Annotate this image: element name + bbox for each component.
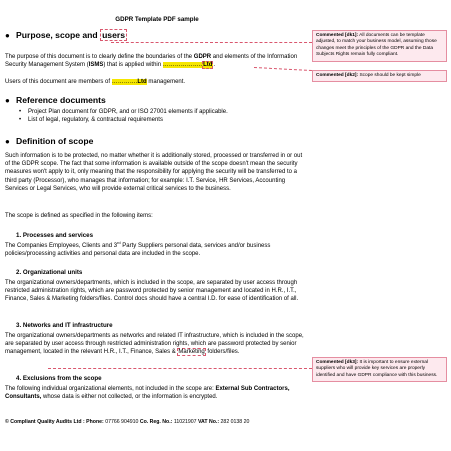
reference-list bbox=[19, 108, 228, 124]
company-suffix: Ltd bbox=[203, 62, 213, 69]
heading-purpose bbox=[5, 30, 127, 40]
bullet-icon: ● bbox=[5, 137, 10, 146]
bullet-icon: ● bbox=[5, 96, 10, 105]
item-1-heading: 1. Processes and services bbox=[16, 232, 94, 239]
comment-dk3[interactable] bbox=[312, 357, 447, 382]
item-4-text: The following individual organizational elements, not included in the scope are: External Sub Contractors, Consultants, whose data is either not collected, or the information is encrypted. bbox=[5, 386, 290, 401]
item-2-text: The organizational owners/departments, which is included in the scope, are separated by user access through restricted administration rights, which are password protected by senior management and located in H.R., I.T., Finance, Sales & Marketing folders/files. Control docs should have a central I.D. for ease of identification of all. bbox=[5, 280, 299, 303]
bullet-icon: ● bbox=[5, 31, 10, 40]
item-4-heading: 4. Exclusions from the scope bbox=[16, 375, 102, 382]
comment-dk2[interactable] bbox=[312, 70, 447, 82]
comment-1-connector bbox=[111, 42, 312, 43]
placeholder-company-2[interactable]: …………. bbox=[111, 79, 138, 85]
placeholder-company[interactable]: ……………….. bbox=[162, 62, 203, 69]
page-footer: © Compliant Quality Audits Ltd : Phone: 07766 904910 Co. Reg. No.: 11021907 VAT No.: 282 0138 20 bbox=[5, 419, 250, 425]
commented-text-marketing[interactable]: Marketing bbox=[178, 349, 205, 356]
item-2-heading: 2. Organizational units bbox=[16, 269, 83, 276]
heading-definition: ● Definition of scope bbox=[5, 136, 94, 146]
list-item: • List of legal, regulatory, & contractual requirements bbox=[19, 116, 228, 124]
comment-text: All documents can be template adjusted, to match your business model, assuming those changes meet the principles of the GDPR and the Data Subjects Rights remain fully compliant. bbox=[316, 33, 437, 58]
item-1-text: The Companies Employees, Clients and 3rd Party Suppliers personal data, services and/or business policies/processing activities and personal data are included in the scope. bbox=[5, 240, 271, 258]
commented-text-users[interactable]: users bbox=[102, 30, 125, 40]
comment-text: It is important to ensure external suppliers who will provide key services are properly identified and have GDPR compliance with this business. bbox=[316, 360, 438, 378]
definition-paragraph: Such information is to be protected, no matter whether it is additionally stored, processed or transferred in or out of the GDPR scope. The fact that some information is available outside of the scope doesn't mean the security measures won't apply to it, only meaning that the responsibility for applying the security will be transferred to a third party (Processor), who manages that information; for example: I.T. Service, HR Services, Accounting Services or Legal Services, who will provide external critical services to the business. bbox=[5, 153, 303, 192]
comment-tag: Commented [dk3]: bbox=[316, 360, 359, 365]
item-3-text: The organizational owners/departments as networks and related IT infrastructure, which is included in the scope, are separated by user access through restricted administration rights, which are password protected by senior management, located in the relevant H.R., I.T., Finance, Sales & Marketing folders/files. bbox=[5, 333, 304, 356]
comment-text: Scope should be kept simple bbox=[358, 73, 421, 78]
list-item: • Project Plan document for GDPR, and or ISO 27001 elements if applicable. bbox=[19, 108, 228, 116]
document-title: GDPR Template PDF sample bbox=[115, 16, 199, 23]
comment-tag: Commented [dk1]: bbox=[316, 33, 359, 38]
comment-3-connector bbox=[48, 368, 312, 369]
comment-dk1[interactable] bbox=[312, 30, 447, 62]
users-paragraph: Users of this document are members of ………….Ltd management. bbox=[5, 79, 186, 85]
purpose-paragraph: The purpose of this document is to clearly define the boundaries of the GDPR and elements of the Information Security Management System (ISMS) that is applied within ………………..Ltd. bbox=[5, 54, 298, 69]
comment-tag: Commented [dk2]: bbox=[316, 73, 359, 78]
heading-reference: ● Reference documents bbox=[5, 95, 106, 105]
heading-purpose-text: Purpose, scope and bbox=[16, 30, 101, 40]
scope-intro: The scope is defined as specified in the following items: bbox=[5, 213, 153, 219]
item-3-heading: 3. Networks and IT infrastructure bbox=[16, 322, 113, 329]
